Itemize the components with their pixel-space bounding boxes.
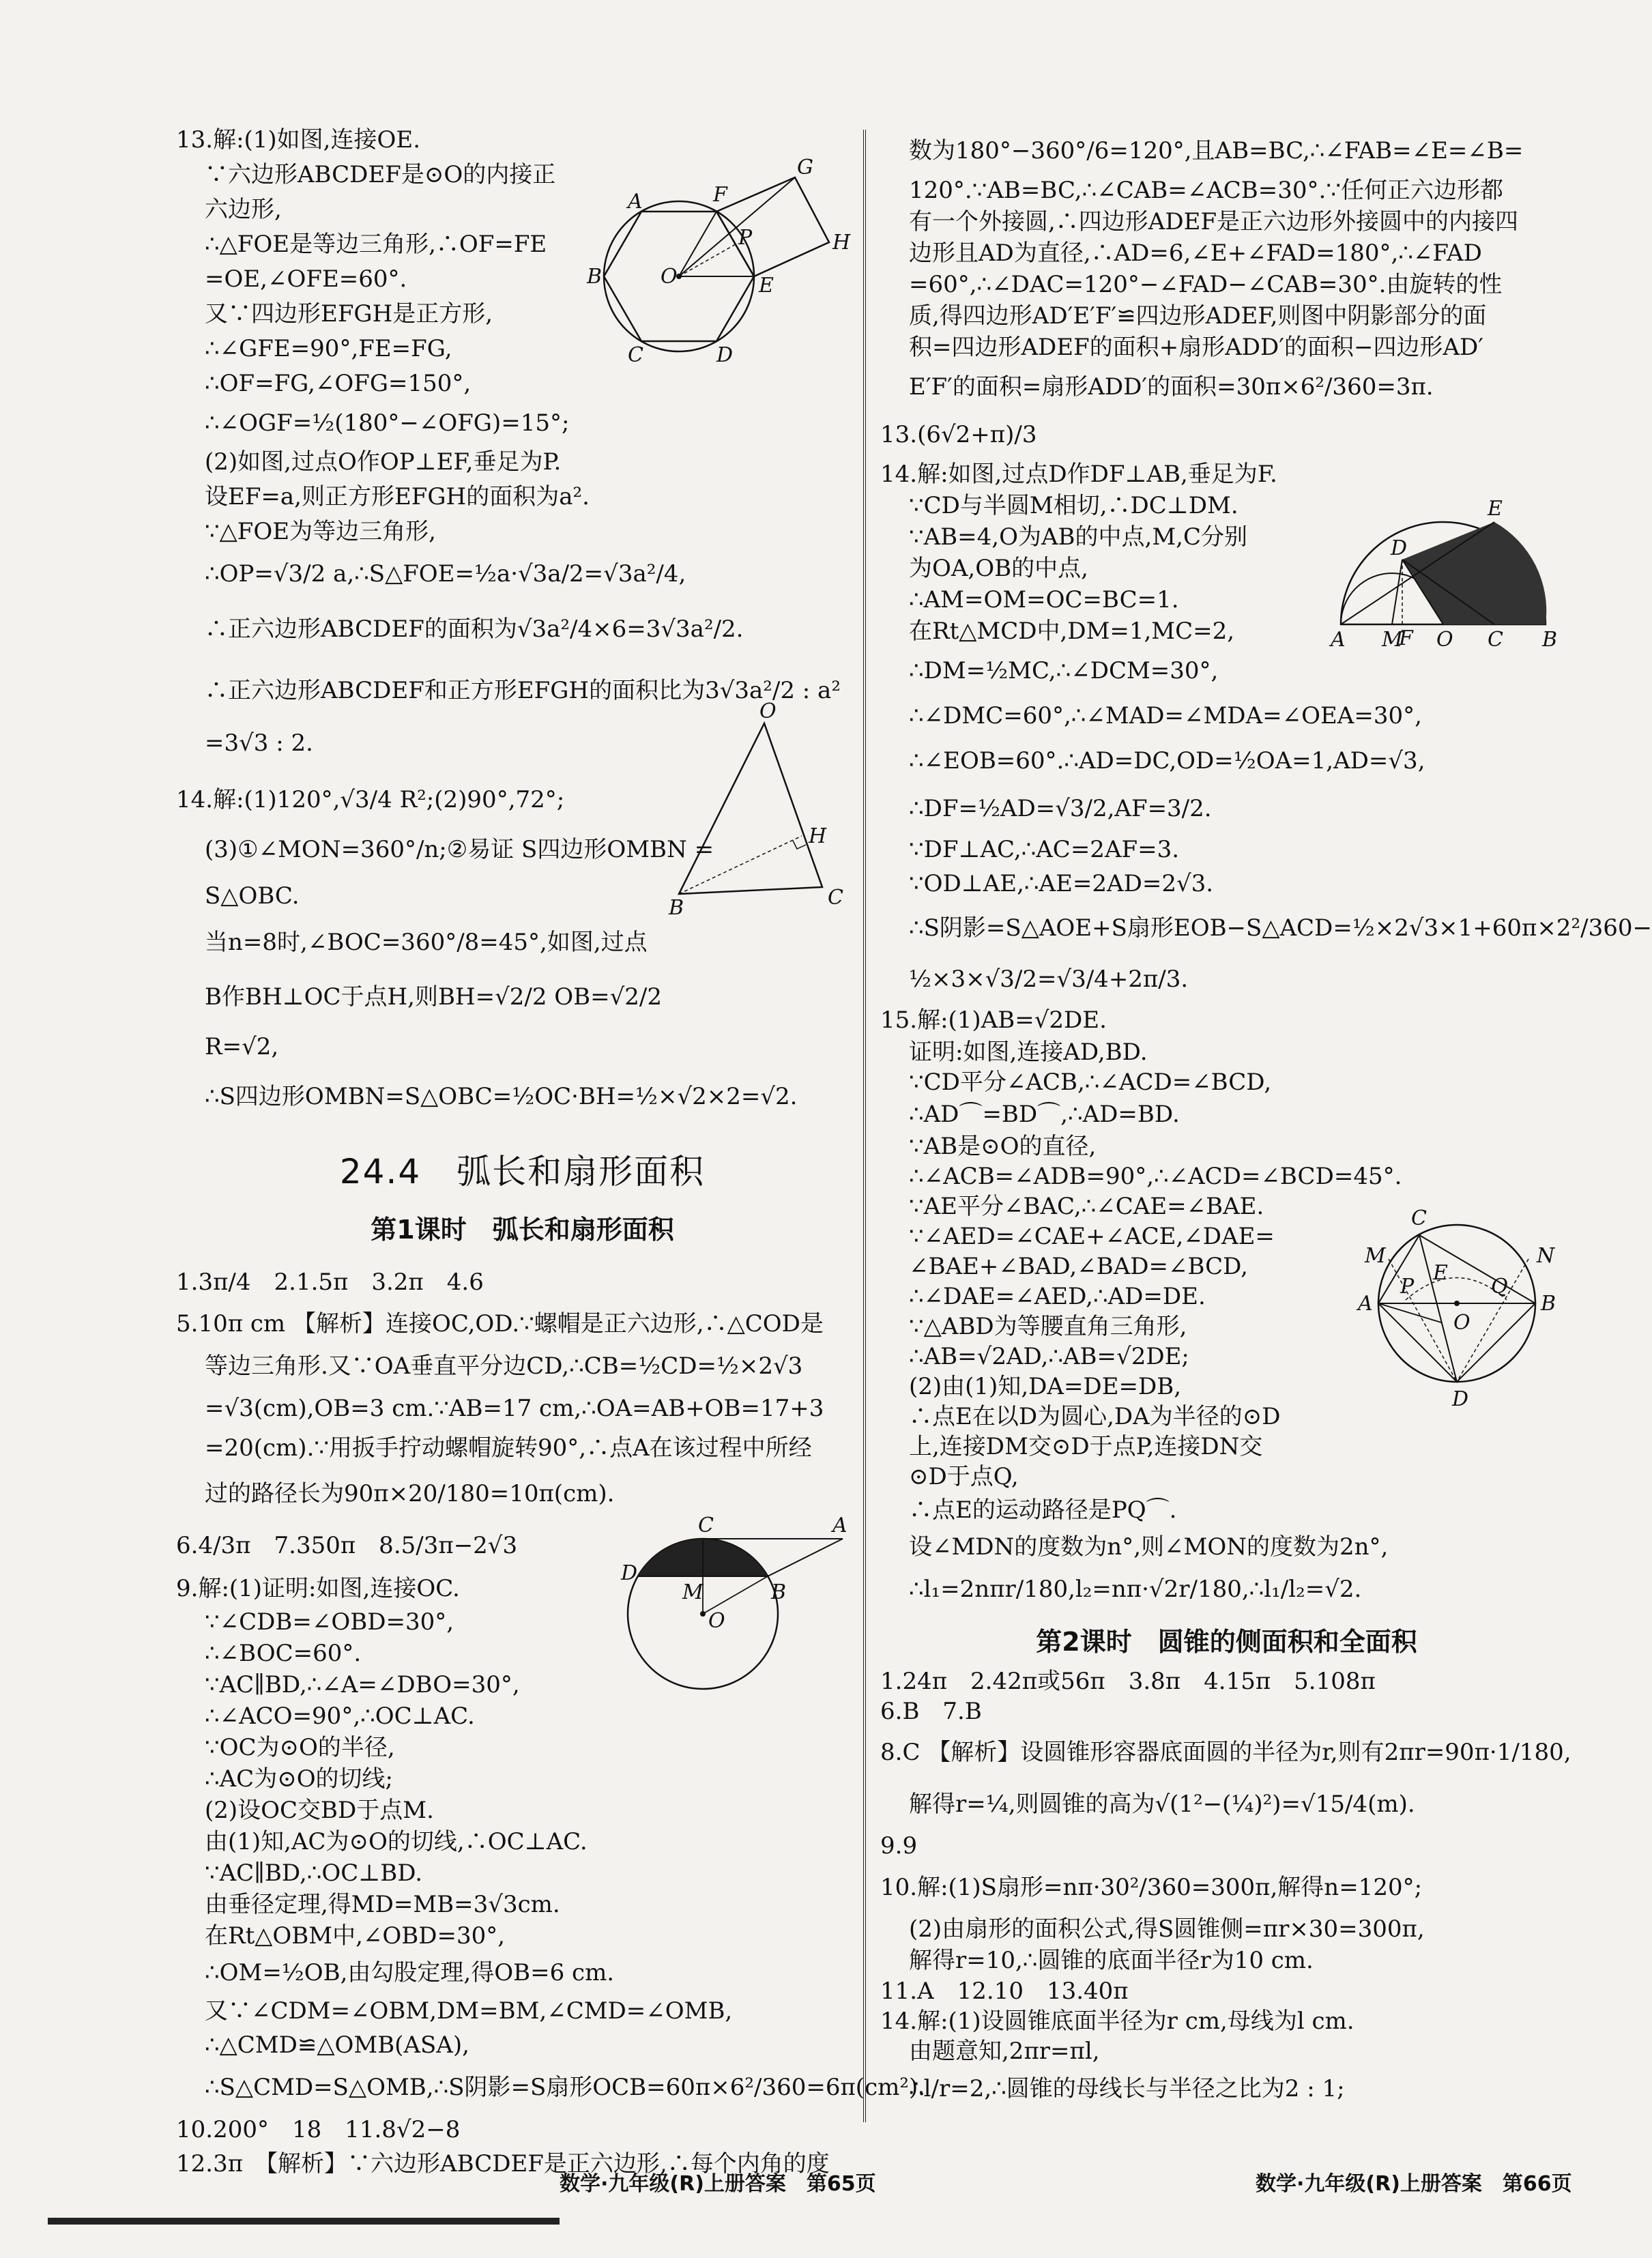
text-line: ∴S四边形OMBN=S△OBC=½OC·BH=½×√2×2=√2.: [205, 1083, 798, 1110]
text-line: ∴S△CMD=S△OMB,∴S阴影=S扇形OCB=60π×6²/360=6π(cm²).: [205, 2074, 926, 2101]
label-m: M: [682, 1580, 704, 1604]
text-line: 8.C 【解析】设圆锥形容器底面圆的半径为r,则有2πr=90π·1/180,: [880, 1739, 1571, 1766]
text-line: ∴∠DMC=60°,∴∠MAD=∠MDA=∠OEA=30°,: [909, 702, 1422, 729]
answers-1-5: 1.24π 2.42π或56π 3.8π 4.15π 5.108π: [880, 1668, 1376, 1695]
text-line: ∴△CMD≌△OMB(ASA),: [205, 2031, 469, 2059]
answers-6-7: 6.B 7.B: [880, 1698, 982, 1725]
text-line: 设EF=a,则正方形EFGH的面积为a².: [205, 483, 590, 510]
text-line: ∵CD平分∠ACB,∴∠ACD=∠BCD,: [909, 1069, 1272, 1096]
label-m: M: [1382, 628, 1403, 652]
text-line: ∵AE平分∠BAC,∴∠CAE=∠BAE.: [909, 1193, 1264, 1220]
text-line: ½×3×√3/2=√3/4+2π/3.: [909, 966, 1189, 993]
text-line: ∴DF=½AD=√3/2,AF=3/2.: [909, 795, 1212, 822]
section-title: 24.4 弧长和扇形面积: [339, 1152, 706, 1191]
text-line: ∴AM=OM=OC=BC=1.: [909, 586, 1179, 613]
text-line: E′F′的面积=扇形ADD′的面积=30π×6²/360=3π.: [909, 373, 1434, 401]
text-line: ∵CD与半圆M相切,∴DC⊥DM.: [909, 492, 1238, 519]
text-line: ∵OD⊥AE,∴AE=2AD=2√3.: [909, 870, 1214, 897]
label-c: C: [698, 1514, 714, 1537]
label-o: O: [1453, 1311, 1470, 1335]
text-line: 设∠MDN的度数为n°,则∠MON的度数为2n°,: [909, 1533, 1389, 1561]
label-p: P: [738, 226, 753, 250]
label-c: C: [828, 886, 843, 910]
label-o: O: [708, 1609, 725, 1633]
label-e: E: [1488, 497, 1503, 521]
subsection-title-2: 第2课时 圆锥的侧面积和全面积: [1036, 1627, 1417, 1657]
text-line: ∴点E的运动路径是PQ⌒.: [909, 1496, 1177, 1524]
column-divider: [863, 130, 866, 2122]
label-b: B: [771, 1580, 787, 1604]
text-line: 又∵四边形EFGH是正方形,: [205, 300, 493, 328]
text-line: B作BH⊥OC于点H,则BH=√2/2 OB=√2/2: [205, 983, 662, 1011]
text-line: 在Rt△OBM中,∠OBD=30°,: [205, 1922, 506, 1950]
answers-1-4: 1.3π/4 2.1.5π 3.2π 4.6: [176, 1269, 484, 1296]
text-line: ∵AB是⊙O的直径,: [909, 1133, 1097, 1160]
text-line: =60°,∴∠DAC=120°−∠FAD−∠CAB=30°.由旋转的性: [909, 271, 1503, 298]
label-a: A: [1331, 628, 1346, 652]
label-c: C: [1411, 1206, 1427, 1230]
label-e: E: [759, 274, 774, 298]
text-line: ∴∠DAE=∠AED,∴AD=DE.: [909, 1283, 1206, 1310]
label-a: A: [628, 190, 643, 214]
answers-6-8: 6.4/3π 7.350π 8.5/3π−2√3: [176, 1532, 518, 1559]
text-line: ⊙D于点Q,: [909, 1463, 1019, 1490]
question-12-continued: [880, 127, 1573, 411]
text-line: =√3(cm),OB=3 cm.∵AB=17 cm,∴OA=AB+OB=17+3: [205, 1395, 824, 1422]
question-10: [880, 1862, 1573, 1976]
text-line: ∴点E在以D为圆心,DA为半径的⊙D: [909, 1403, 1281, 1430]
text-line: 15.解:(1)AB=√2DE.: [880, 1007, 1107, 1034]
question-5: [176, 1304, 869, 1520]
subsection-title: 第1课时 弧长和扇形面积: [371, 1215, 674, 1245]
text-line: ∴∠ACB=∠ADB=90°,∴∠ACD=∠BCD=45°.: [909, 1163, 1402, 1190]
text-line: (2)由(1)知,DA=DE=DB,: [909, 1373, 1182, 1400]
answers-11-13: 11.A 12.10 13.40π: [880, 1978, 1129, 2005]
text-line: S△OBC.: [205, 882, 300, 910]
text-line: 由(1)知,AC为⊙O的切线,∴OC⊥AC.: [205, 1828, 588, 1855]
text-line: 为OA,OB的中点,: [909, 555, 1088, 582]
text-line: 14.解:如图,过点D作DF⊥AB,垂足为F.: [880, 461, 1277, 488]
label-o: O: [759, 699, 777, 723]
label-d: D: [1452, 1387, 1469, 1411]
triangle-figure: [669, 699, 850, 921]
text-line: ∵AC∥BD,∴∠A=∠DBO=30°,: [205, 1671, 520, 1698]
text-line: 9.解:(1)证明:如图,连接OC.: [176, 1575, 460, 1602]
circle-tangent-figure: [621, 1511, 856, 1703]
text-line: ∵六边形ABCDEF是⊙O的内接正: [205, 161, 556, 188]
label-d: D: [621, 1561, 638, 1585]
label-m: M: [1365, 1244, 1386, 1268]
label-b: B: [1542, 628, 1558, 652]
text-line: 数为180°−360°/6=120°,且AB=BC,∴∠FAB=∠E=∠B=: [909, 137, 1524, 164]
text-line: 边形且AD为直径,∴AD=6,∠E+∠FAD=180°,∴∠FAD: [909, 240, 1482, 267]
label-d: D: [716, 343, 734, 367]
label-c: C: [628, 343, 643, 367]
text-line: ∴∠EOB=60°.∴AD=DC,OD=½OA=1,AD=√3,: [909, 747, 1425, 775]
text-line: 又∵∠CDM=∠OBM,DM=BM,∠CMD=∠OMB,: [205, 1997, 733, 2025]
hexagon-square-figure: [587, 157, 860, 375]
text-line: ∴S阴影=S△AOE+S扇形EOB−S△ACD=½×2√3×1+60π×2²/360−: [909, 914, 1652, 942]
text-line: ∴OM=½OB,由勾股定理,得OB=6 cm.: [205, 1959, 615, 1986]
text-line: 解得r=¼,则圆锥的高为√(1²−(¼)²)=√15/4(m).: [909, 1791, 1415, 1818]
label-o: O: [661, 265, 678, 289]
text-line: 六边形,: [205, 196, 282, 223]
answer-9: 9.9: [880, 1832, 918, 1859]
label-c: C: [1488, 628, 1503, 652]
text-line: ∠BAE+∠BAD,∠BAD=∠BCD,: [909, 1253, 1248, 1280]
text-line: 10.解:(1)S扇形=nπ·30²/360=300π,解得n=120°;: [880, 1874, 1423, 1901]
page-footer-65: 数学·九年级(R)上册答案 第65页: [560, 2172, 876, 2196]
text-line: 在Rt△MCD中,DM=1,MC=2,: [909, 618, 1235, 645]
text-line: ∴∠BOC=60°.: [205, 1640, 362, 1667]
answers-10-11: 10.200° 18 11.8√2−8: [176, 2116, 461, 2143]
label-b: B: [587, 265, 603, 289]
label-b: B: [1541, 1292, 1556, 1316]
text-line: 由题意知,2πr=πl,: [909, 2038, 1100, 2065]
text-line: 120°.∵AB=BC,∴∠CAB=∠ACB=30°.∵任何正六边形都: [909, 177, 1503, 204]
text-line: ∵∠AED=∠CAE+∠ACE,∠DAE=: [909, 1223, 1275, 1250]
text-line: ∴正六边形ABCDEF和正方形EFGH的面积比为3√3a²/2 : a²: [205, 677, 841, 704]
label-h: H: [809, 824, 827, 848]
text-line: ∵AC∥BD,∴OC⊥BD.: [205, 1859, 423, 1887]
text-line: 14.解:(1)120°,√3/4 R²;(2)90°,72°;: [176, 786, 565, 813]
question-8: [880, 1726, 1573, 1830]
text-line: 13.解:(1)如图,连接OE.: [176, 126, 420, 154]
text-line: ∵∠CDB=∠OBD=30°,: [205, 1608, 454, 1636]
text-line: ∴OF=FG,∠OFG=150°,: [205, 370, 472, 397]
label-e: E: [1433, 1261, 1448, 1285]
label-d: D: [1391, 536, 1408, 560]
text-line: ∴OP=√3/2 a,∴S△FOE=½a·√3a/2=√3a²/4,: [205, 560, 686, 588]
page-footer-66: 数学·九年级(R)上册答案 第66页: [1256, 2172, 1572, 2196]
semicircle-figure: [1331, 495, 1558, 652]
answer-13: 13.(6√2+π)/3: [880, 421, 1037, 448]
text-line: 等边三角形.又∵OA垂直平分边CD,∴CB=½CD=½×2√3: [205, 1352, 803, 1380]
text-line: 证明:如图,连接AD,BD.: [909, 1039, 1148, 1066]
text-line: 解得r=10,∴圆锥的底面半径r为10 cm.: [909, 1947, 1314, 1974]
text-line: 过的路径长为90π×20/180=10π(cm).: [205, 1480, 615, 1507]
label-g: G: [797, 156, 813, 179]
text-line: ∵OC为⊙O的半径,: [205, 1734, 395, 1761]
text-line: (2)设OC交BD于点M.: [205, 1797, 434, 1824]
label-a: A: [1358, 1292, 1373, 1316]
label-o: O: [1436, 628, 1453, 652]
label-n: N: [1537, 1244, 1555, 1268]
text-line: =3√3 : 2.: [205, 729, 313, 757]
label-p: P: [1400, 1275, 1415, 1299]
text-line: 当n=8时,∠BOC=360°/8=45°,如图,过点: [205, 929, 648, 956]
text-line: =20(cm).∵用扳手拧动螺帽旋转90°,∴点A在该过程中所经: [205, 1434, 812, 1462]
label-f: F: [713, 183, 727, 207]
text-line: ∴∠ACO=90°,∴OC⊥AC.: [205, 1703, 475, 1730]
circle-p15-figure: [1358, 1208, 1563, 1413]
question-14b: [880, 2006, 1573, 2111]
text-line: ∴正六边形ABCDEF的面积为√3a²/4×6=3√3a²/2.: [205, 616, 744, 643]
text-line: (3)①∠MON=360°/n;②易证 S四边形OMBN =: [205, 836, 714, 863]
text-line: ∵△ABD为等腰直角三角形,: [909, 1313, 1187, 1340]
text-line: ∴l₁=2nπr/180,l₂=nπ·√2r/180,∴l₁/l₂=√2.: [909, 1576, 1362, 1603]
text-line: 5.10π cm 【解析】连接OC,OD.∵螺帽是正六边形,∴△COD是: [176, 1310, 824, 1337]
text-line: ∴DM=½MC,∴∠DCM=30°,: [909, 657, 1219, 684]
text-line: 上,连接DM交⊙D于点P,连接DN交: [909, 1433, 1263, 1460]
label-h: H: [832, 231, 851, 255]
label-b: B: [669, 896, 684, 920]
text-line: ∴△FOE是等边三角形,∴OF=FE: [205, 231, 547, 258]
label-q: Q: [1491, 1275, 1508, 1299]
text-line: ∵AB=4,O为AB的中点,M,C分别: [909, 523, 1247, 551]
text-line: 由垂径定理,得MD=MB=3√3cm.: [205, 1891, 560, 1918]
text-line: ∴∠GFE=90°,FE=FG,: [205, 335, 452, 362]
text-line: ∴AD⌒=BD⌒,∴AD=BD.: [909, 1101, 1180, 1128]
text-line: (2)如图,过点O作OP⊥EF,垂足为P.: [205, 448, 562, 476]
text-line: ∴l/r=2,∴圆锥的母线长与半径之比为2 : 1;: [909, 2075, 1345, 2102]
label-f: F: [1399, 626, 1413, 650]
label-a: A: [832, 1514, 847, 1537]
text-line: 有一个外接圆,∴四边形ADEF是正六边形外接圆中的内接四: [909, 208, 1519, 235]
text-line: R=√2,: [205, 1033, 279, 1060]
right-column: [880, 127, 1652, 2111]
text-line: 14.解:(1)设圆锥底面半径为r cm,母线为l cm.: [880, 2008, 1354, 2035]
text-line: ∴∠OGF=½(180°−∠OFG)=15°;: [205, 409, 570, 437]
text-line: 质,得四边形AD′E′F′≌四边形ADEF,则图中阴影部分的面: [909, 302, 1487, 330]
text-line: ∴AC为⊙O的切线;: [205, 1765, 394, 1793]
text-line: ∵DF⊥AC,∴AC=2AF=3.: [909, 836, 1180, 863]
question-12-start: 12.3π 【解析】∵六边形ABCDEF是正六边形,∴每个内角的度: [176, 2150, 830, 2177]
text-line: (2)由扇形的面积公式,得S圆锥侧=πr×30=300π,: [909, 1915, 1425, 1943]
text-line: ∴AB=√2AD,∴AB=√2DE;: [909, 1343, 1189, 1370]
text-line: ∵△FOE为等边三角形,: [205, 518, 436, 545]
text-line: 积=四边形ADEF的面积+扇形ADD′的面积−四边形AD′: [909, 334, 1484, 361]
text-line: =OE,∠OFE=60°.: [205, 265, 407, 293]
scan-edge-bar: [48, 2218, 560, 2225]
